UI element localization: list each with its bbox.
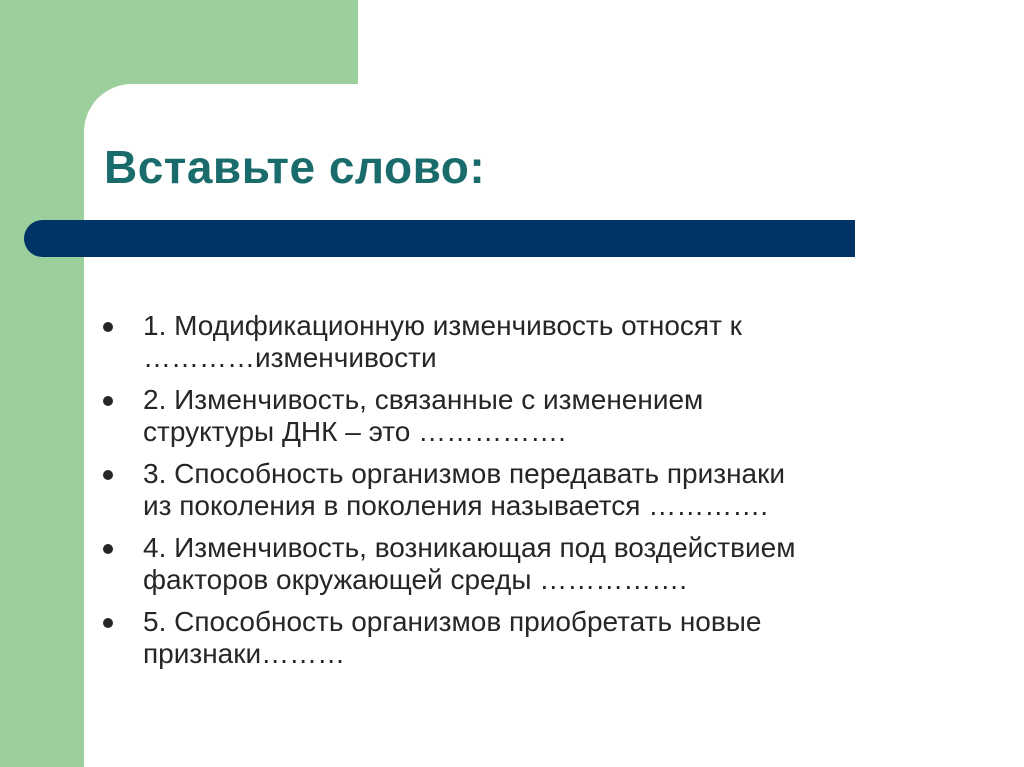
list-item-text: 2. Изменчивость, связанные с изменением структуры ДНК – это ……………. <box>143 384 704 447</box>
slide-title: Вставьте слово: <box>104 141 486 193</box>
list-item-text: 1. Модификационную изменчивость относят к …………изменчивости <box>143 310 742 373</box>
list-item <box>103 458 1003 522</box>
title-underline-bar <box>24 220 855 257</box>
list-item <box>103 310 1003 374</box>
list-item <box>103 384 1003 448</box>
bullet-dot-icon <box>103 618 113 628</box>
list-item-text: 3. Способность организмов передавать признаки из поколения в поколения называется …………. <box>143 458 785 521</box>
bullet-dot-icon <box>103 396 113 406</box>
list-item-text: 4. Изменчивость, возникающая под воздействием факторов окружающей среды ……………. <box>143 532 796 595</box>
bullet-dot-icon <box>103 544 113 554</box>
list-item <box>103 606 1003 670</box>
question-list <box>103 310 1003 680</box>
list-item-text: 5. Способность организмов приобретать новые признаки……… <box>143 606 762 669</box>
bullet-dot-icon <box>103 322 113 332</box>
list-item <box>103 532 1003 596</box>
bullet-dot-icon <box>103 470 113 480</box>
